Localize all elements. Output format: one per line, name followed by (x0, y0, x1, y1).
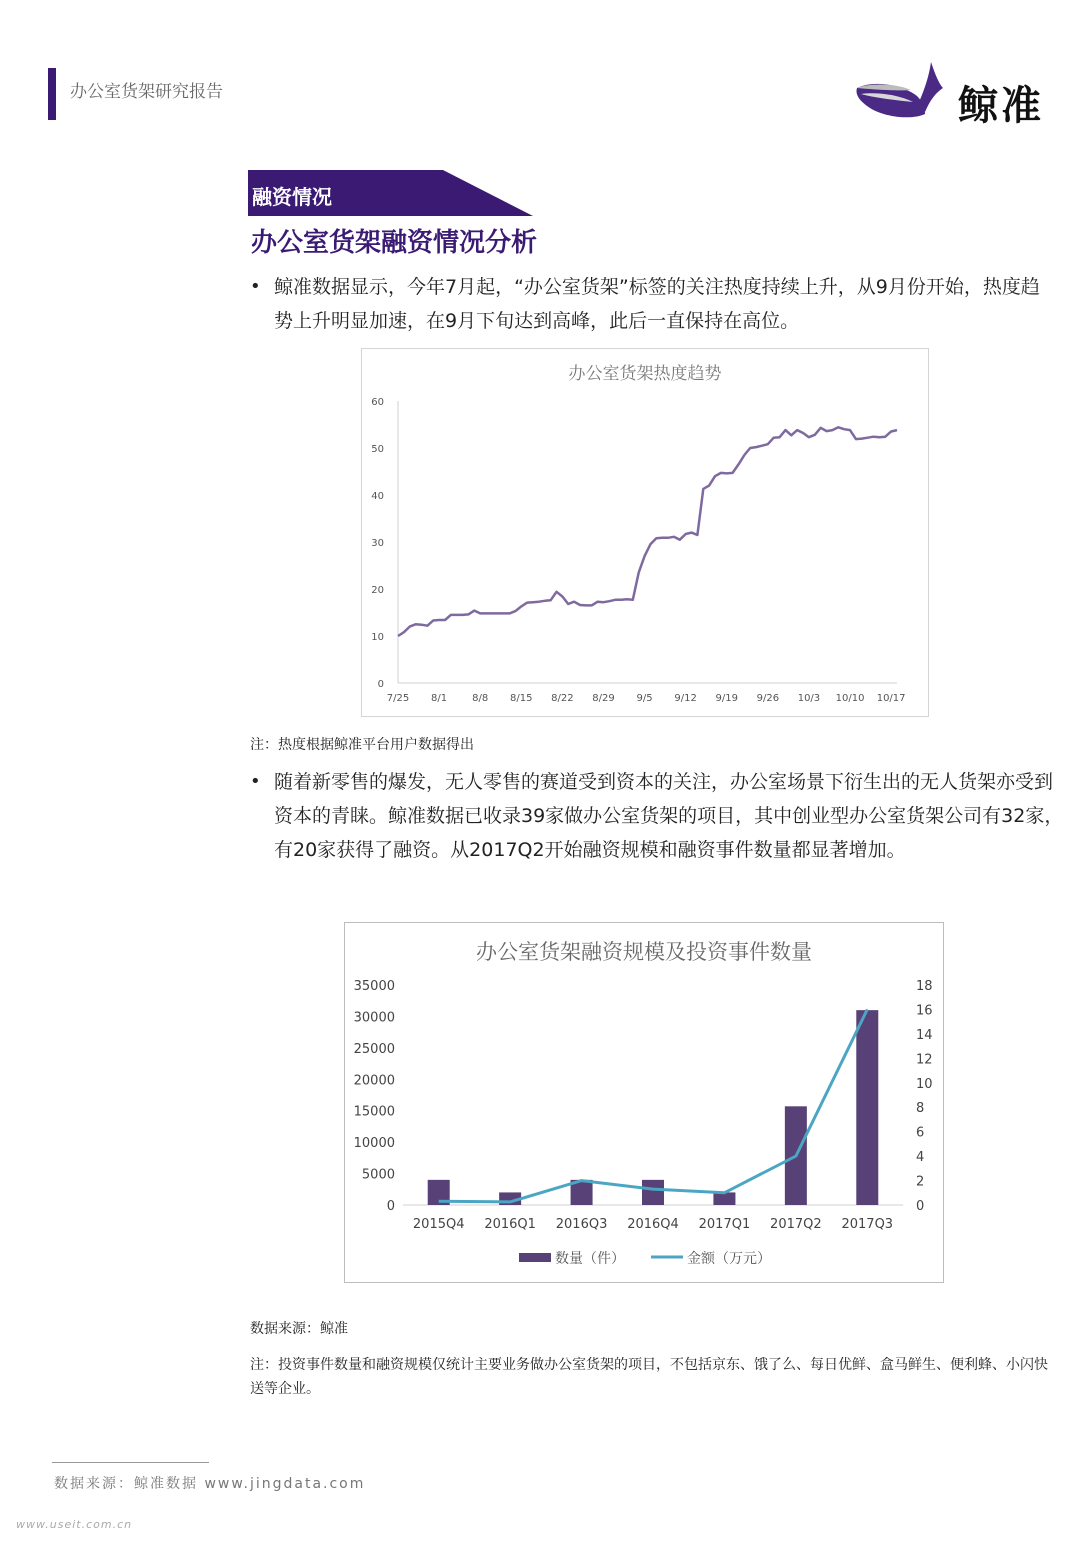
legend-label-count: 数量（件） (555, 1251, 625, 1267)
paragraph-text: 鲸准数据显示，今年7月起，“办公室货架”标签的关注热度持续上升，从9月份开始，热度趋势上升明显加速，在9月下旬达到高峰，此后一直保持在高位。 (274, 276, 1040, 332)
y-right-tick-label: 6 (916, 1125, 925, 1141)
x-tick-label: 8/29 (592, 693, 615, 704)
x-tick-label: 9/19 (715, 693, 738, 704)
x-tick-label: 8/1 (431, 693, 448, 704)
y-left-tick-label: 35000 (353, 979, 395, 994)
bullet-dot: • (250, 771, 261, 792)
x-tick-label: 10/10 (835, 693, 865, 704)
heat-trend-chart (361, 348, 929, 717)
x-tick-label: 2015Q4 (412, 1217, 465, 1232)
x-tick-label: 2017Q3 (841, 1217, 894, 1232)
bar-count (856, 1010, 878, 1205)
x-tick-label: 2016Q4 (627, 1217, 679, 1232)
y-left-tick-label: 25000 (353, 1041, 395, 1057)
section-tag-label: 融资情况 (252, 185, 332, 209)
y-tick-label: 20 (371, 585, 384, 596)
y-right-tick-label: 16 (916, 1003, 933, 1019)
y-right-tick-label: 10 (916, 1076, 933, 1092)
chart-title: 办公室货架热度趋势 (568, 364, 722, 384)
x-tick-label: 8/8 (472, 693, 489, 704)
paragraph-text: 随着新零售的爆发，无人零售的赛道受到资本的关注，办公室场景下衍生出的无人货架亦受到资本的青睐。鲸准数据已收录39家做办公室货架的项目，其中创业型办公室货架公司有32家，有20家获得了融资。从2017Q2开始融资规模和融资事件数量都显著增加。 (274, 771, 1064, 861)
y-left-tick-label: 0 (386, 1199, 395, 1214)
y-tick-label: 0 (377, 679, 384, 690)
section-title: 办公室货架融资情况分析 (251, 228, 538, 258)
chart2-note: 注：投资事件数量和融资规模仅统计主要业务做办公室货架的项目，不包括京东、饿了么、每日优鲜、盒马鲜生、便利蜂、小闪快送等企业。 (250, 1357, 1048, 1397)
header-accent-bar (48, 68, 56, 120)
y-tick-label: 10 (371, 632, 384, 643)
y-right-tick-label: 18 (916, 979, 933, 994)
financing-chart (344, 922, 944, 1283)
heat-trend-svg (362, 349, 928, 716)
whale-logo-icon (853, 58, 945, 122)
x-tick-label: 9/5 (636, 693, 653, 704)
series-line-heat (398, 427, 897, 636)
x-tick-label: 8/22 (551, 693, 574, 704)
y-right-tick-label: 2 (916, 1174, 925, 1190)
y-left-tick-label: 10000 (353, 1136, 395, 1152)
y-right-tick-label: 8 (916, 1101, 925, 1117)
x-tick-label: 9/12 (674, 693, 697, 704)
x-tick-label: 10/3 (797, 693, 821, 704)
x-tick-label: 2016Q1 (484, 1217, 536, 1232)
y-tick-label: 40 (371, 491, 384, 502)
report-title: 办公室货架研究报告 (70, 82, 223, 102)
footer-divider (52, 1462, 209, 1463)
y-left-tick-label: 15000 (353, 1104, 395, 1120)
brand-name: 鲸准 (958, 83, 1044, 129)
x-tick-label: 9/26 (756, 693, 780, 704)
y-left-tick-label: 30000 (353, 1010, 395, 1026)
chart-title: 办公室货架融资规模及投资事件数量 (476, 940, 812, 964)
x-tick-label: 10/17 (876, 693, 906, 704)
x-tick-label: 2017Q2 (770, 1217, 822, 1232)
y-right-tick-label: 14 (916, 1027, 933, 1043)
legend-swatch-count (519, 1253, 551, 1262)
footer-source: 数据来源：鲸准数据 www.jingdata.com (54, 1476, 366, 1492)
bullet-paragraph-2 (250, 765, 1064, 867)
bar-count (642, 1180, 664, 1205)
y-tick-label: 30 (371, 538, 384, 549)
y-tick-label: 50 (371, 444, 384, 455)
y-left-tick-label: 5000 (361, 1167, 395, 1183)
bar-count (713, 1192, 735, 1205)
y-right-tick-label: 0 (916, 1199, 925, 1214)
data-source-note: 数据来源：鲸准 (250, 1321, 348, 1337)
bullet-dot: • (250, 276, 261, 297)
y-tick-label: 60 (371, 397, 384, 408)
watermark: www.useit.com.cn (16, 1518, 133, 1531)
chart1-note: 注：热度根据鲸准平台用户数据得出 (250, 737, 474, 753)
legend-label-amount: 金额（万元） (687, 1251, 771, 1267)
x-tick-label: 7/25 (386, 693, 410, 704)
y-right-tick-label: 4 (916, 1150, 925, 1166)
x-tick-label: 2017Q1 (698, 1217, 751, 1232)
x-tick-label: 2016Q3 (555, 1217, 608, 1232)
financing-svg (345, 923, 943, 1282)
y-right-tick-label: 12 (916, 1052, 933, 1068)
bullet-paragraph-1 (250, 270, 1054, 338)
y-left-tick-label: 20000 (353, 1073, 395, 1089)
x-tick-label: 8/15 (510, 693, 533, 704)
